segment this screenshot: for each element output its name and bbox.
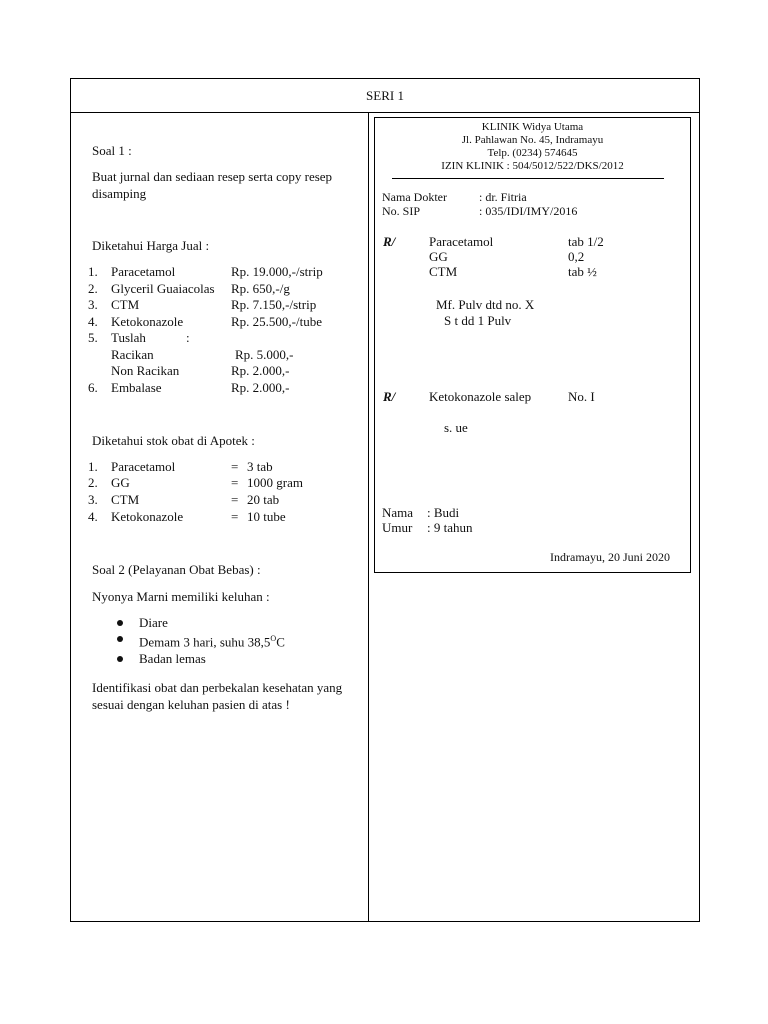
patient-age-label: Umur xyxy=(382,520,413,535)
harga-name: Racikan xyxy=(111,347,154,362)
rx-symbol: R/ xyxy=(383,234,396,249)
clinic-phone: Telp. (0234) 574645 xyxy=(487,147,578,159)
page-title: SERI 1 xyxy=(366,88,404,103)
stok-num: 4. xyxy=(88,509,98,524)
rx2-signa: s. ue xyxy=(444,420,468,435)
harga-name: Glyceril Guaiacolas xyxy=(111,281,215,296)
clinic-divider xyxy=(392,178,664,179)
stok-name: Ketokonazole xyxy=(111,509,184,524)
prescription-box xyxy=(374,117,691,573)
harga-num: 3. xyxy=(88,297,98,312)
harga-price: : xyxy=(186,330,190,345)
rx1-item-dose: 0,2 xyxy=(568,249,585,264)
stok-qty: 1000 gram xyxy=(247,475,303,490)
stok-num: 2. xyxy=(88,475,98,490)
clinic-name: KLINIK Widya Utama xyxy=(481,121,584,133)
harga-price: Rp. 2.000,- xyxy=(231,380,290,395)
stok-heading: Diketahui stok obat di Apotek : xyxy=(92,433,255,448)
rx2-item-name: Ketokonazole salep xyxy=(429,389,532,404)
stok-eq: = xyxy=(231,459,239,474)
keluhan-item: Badan lemas xyxy=(139,651,206,666)
harga-name: Embalase xyxy=(111,380,162,395)
stok-eq: = xyxy=(231,475,239,490)
stok-name: Paracetamol xyxy=(111,459,176,474)
patient-name-value: : Budi xyxy=(427,505,460,520)
stok-name: CTM xyxy=(111,492,140,507)
harga-num: 4. xyxy=(88,314,98,329)
prescription-date: Indramayu, 20 Juni 2020 xyxy=(550,550,670,564)
bullet-icon xyxy=(117,636,123,642)
rx2-item-qty: No. I xyxy=(568,389,595,404)
harga-num: 1. xyxy=(88,264,98,279)
rx1-item-dose: tab 1/2 xyxy=(568,234,604,249)
stok-name: GG xyxy=(111,475,130,490)
soal2-task-line2: sesuai dengan keluhan pasien di atas ! xyxy=(92,697,290,712)
soal1-text-line2: disamping xyxy=(92,186,147,201)
harga-name: Ketokonazole xyxy=(111,314,184,329)
keluhan-item: Diare xyxy=(139,615,168,630)
doctor-label: Nama Dokter xyxy=(382,190,447,204)
harga-price: Rp. 2.000,- xyxy=(231,363,290,378)
stok-eq: = xyxy=(231,509,239,524)
patient-age-value: : 9 tahun xyxy=(427,520,473,535)
clinic-address: Jl. Pahlawan No. 45, Indramayu xyxy=(461,134,604,146)
harga-price: Rp. 7.150,-/strip xyxy=(231,297,317,312)
harga-name: Non Racikan xyxy=(111,363,180,378)
harga-name: CTM xyxy=(111,297,140,312)
harga-price: Rp. 19.000,-/strip xyxy=(231,264,323,279)
harga-num: 2. xyxy=(88,281,98,296)
header-divider xyxy=(70,112,700,113)
harga-num: 6. xyxy=(88,380,98,395)
rx1-instruction: Mf. Pulv dtd no. X xyxy=(436,297,535,312)
harga-name: Tuslah xyxy=(111,330,146,345)
temp-unit: C xyxy=(276,634,285,650)
soal2-label: Soal 2 (Pelayanan Obat Bebas) : xyxy=(92,562,261,577)
bullet-icon xyxy=(117,656,123,662)
stok-qty: 20 tab xyxy=(247,492,280,507)
harga-name: Paracetamol xyxy=(111,264,176,279)
rx1-item-name: CTM xyxy=(429,264,458,279)
rx-symbol: R/ xyxy=(383,389,396,404)
soal1-label: Soal 1 : xyxy=(92,143,132,158)
stok-eq: = xyxy=(231,492,239,507)
rx1-signa: S t dd 1 Pulv xyxy=(444,313,512,328)
temp-degree-sup: O xyxy=(270,634,277,643)
sip-label: No. SIP xyxy=(382,204,421,218)
bullet-icon xyxy=(117,620,123,626)
rx1-item-name: GG xyxy=(429,249,448,264)
stok-num: 3. xyxy=(88,492,98,507)
patient-name-label: Nama xyxy=(382,505,414,520)
column-divider xyxy=(368,112,369,922)
harga-price: Rp. 5.000,- xyxy=(235,347,294,362)
rx1-item-name: Paracetamol xyxy=(429,234,494,249)
stok-qty: 10 tube xyxy=(247,509,286,524)
soal2-task-line1: Identifikasi obat dan perbekalan kesehatan yang xyxy=(92,680,343,695)
harga-price: Rp. 650,-/g xyxy=(231,281,290,296)
harga-price: Rp. 25.500,-/tube xyxy=(231,314,322,329)
keluhan-item-text: Demam 3 hari, suhu 38,5 xyxy=(139,634,271,650)
harga-heading: Diketahui Harga Jual : xyxy=(92,238,210,253)
clinic-license: IZIN KLINIK : 504/5012/522/DKS/2012 xyxy=(441,160,624,172)
soal2-intro: Nyonya Marni memiliki keluhan : xyxy=(92,589,270,604)
keluhan-item xyxy=(139,631,285,650)
soal1-text-line1: Buat jurnal dan sediaan resep serta copy resep xyxy=(92,169,333,184)
doctor-value: : dr. Fitria xyxy=(479,190,527,204)
sip-value: : 035/IDI/IMY/2016 xyxy=(479,204,578,218)
stok-qty: 3 tab xyxy=(247,459,273,474)
stok-num: 1. xyxy=(88,459,98,474)
harga-num: 5. xyxy=(88,330,98,345)
rx1-item-dose: tab ½ xyxy=(568,264,597,279)
